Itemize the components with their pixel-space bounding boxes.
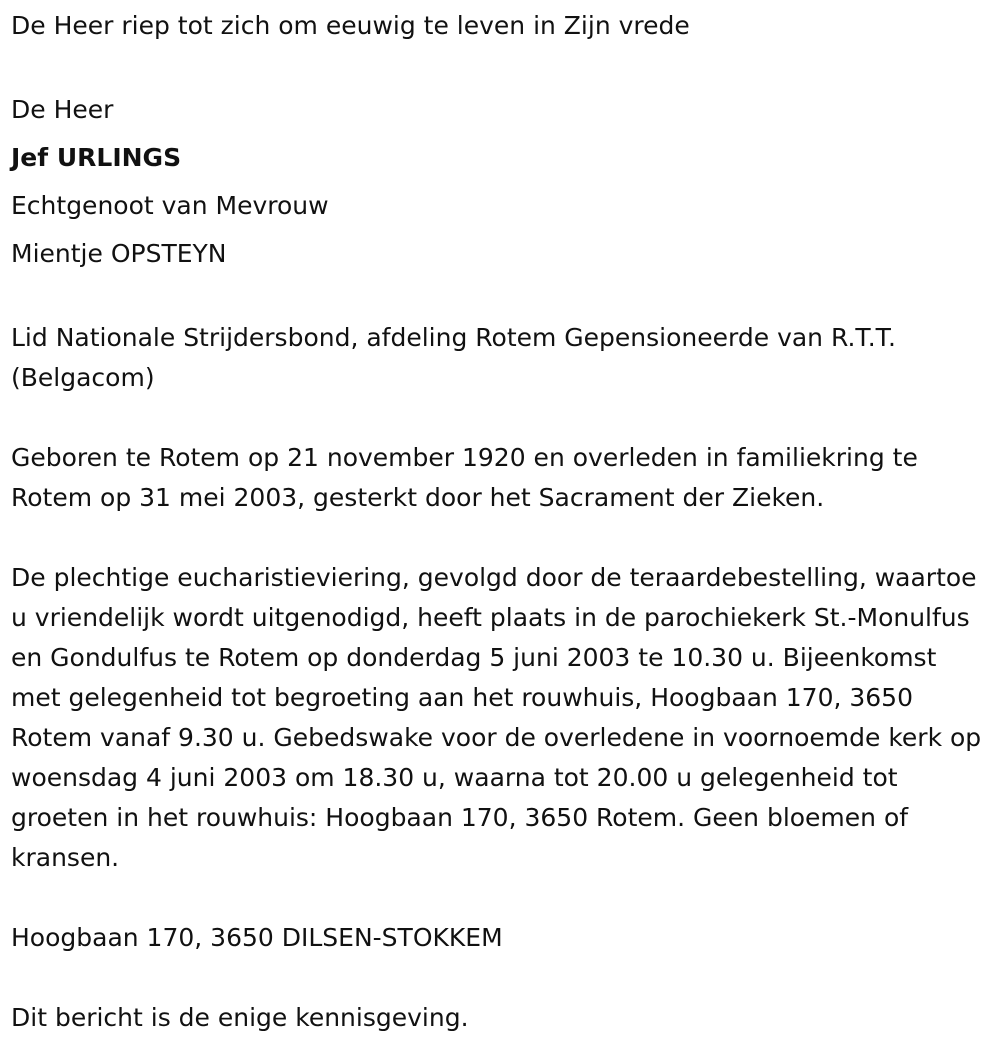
- birth-death-text: Geboren te Rotem op 21 november 1920 en overleden in familiekring te Rotem op 31 mei 2003, gesterkt door het Sacrament der Zieken.: [11, 443, 918, 512]
- spacer: [11, 878, 986, 918]
- spacer: [11, 278, 986, 318]
- spouse-label: Echtgenoot van Mevrouw: [11, 191, 329, 220]
- spacer: [11, 958, 986, 998]
- intro-text: De Heer riep tot zich om eeuwig te leven in Zijn vrede: [11, 11, 690, 40]
- title-text: De Heer: [11, 95, 114, 124]
- obituary-notice: [11, 0, 986, 1038]
- spacer: [11, 398, 986, 438]
- membership-text: Lid Nationale Strijdersbond, afdeling Rotem Gepensioneerde van R.T.T. (Belgacom): [11, 323, 896, 392]
- ceremony-text: De plechtige eucharistieviering, gevolgd door de teraardebestelling, waartoe u vriendelijk wordt uitgenodigd, heeft plaats in de parochiekerk St.-Monulfus en Gondulfus te Rotem op donderdag 5 juni 2003 te 10.30 u. Bijeenkomst met gelegenheid tot begroeting aan het rouwhuis, Hoogbaan 170, 3650 Rotem vanaf 9.30 u. Gebedswake voor de overledene in voornoemde kerk op woensdag 4 juni 2003 om 18.30 u, waarna tot 20.00 u gelegenheid tot groeten in het rouwhuis: Hoogbaan 170, 3650 Rotem. Geen bloemen of kransen.: [11, 563, 982, 872]
- address-text: Hoogbaan 170, 3650 DILSEN-STOKKEM: [11, 923, 503, 952]
- closing-text: Dit bericht is de enige kennisgeving.: [11, 1003, 469, 1032]
- deceased-name: Jef URLINGS: [11, 143, 182, 172]
- spouse-name: Mientje OPSTEYN: [11, 239, 227, 268]
- spacer: [11, 46, 986, 86]
- spacer: [11, 518, 986, 558]
